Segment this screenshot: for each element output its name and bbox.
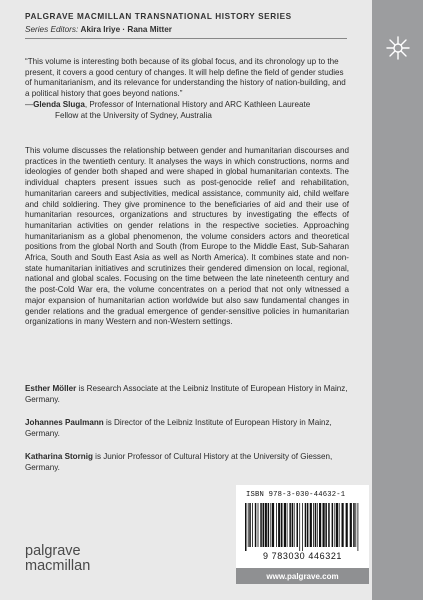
series-title: PALGRAVE MACMILLAN TRANSNATIONAL HISTORY SERIES: [25, 12, 292, 21]
barcode-bar: [278, 503, 280, 547]
barcode-bar: [289, 503, 291, 547]
barcode-bar: [350, 503, 352, 547]
barcode-bar: [305, 503, 307, 547]
side-bar: [372, 0, 423, 600]
barcode-bar: [310, 503, 312, 547]
barcode-bar: [292, 503, 294, 547]
barcode-bar: [315, 503, 317, 547]
isbn-label: ISBN 978-3-030-44632-1: [246, 491, 346, 499]
barcode-bar: [287, 503, 288, 547]
barcode-bar: [245, 503, 247, 551]
barcode-bar: [336, 503, 338, 547]
quote-dash: —: [25, 99, 34, 109]
editor-bio: [25, 452, 349, 474]
editor-bio: [25, 418, 349, 440]
barcode-bar: [284, 503, 286, 547]
endorsement-quote: [25, 57, 349, 121]
quote-affiliation-2: Fellow at the University of Sydney, Australia: [55, 110, 212, 120]
website-link[interactable]: www.palgrave.com: [266, 571, 339, 581]
editor-bio: [25, 384, 349, 406]
barcode-number: 9 783030 446321: [262, 551, 343, 561]
barcode-bar: [339, 503, 340, 547]
barcode-bars: [243, 503, 362, 551]
barcode-bar: [265, 503, 267, 547]
book-description: [25, 146, 349, 328]
barcode-bar: [319, 503, 321, 547]
website-bar[interactable]: [236, 568, 369, 584]
series-editors: [25, 25, 172, 34]
barcode-bar: [297, 503, 299, 547]
barcode-bar: [317, 503, 318, 547]
editor-name: Johannes Paulmann: [25, 418, 104, 427]
editor-bio-text: is Research Associate at the Leibniz Institute of European History in Mainz, Germany.: [25, 384, 348, 404]
palgrave-pivot-logo-icon: [385, 35, 411, 61]
series-editors-label: Series Editors:: [25, 25, 79, 34]
barcode-bar: [249, 503, 251, 547]
barcode-bar: [252, 503, 253, 547]
header-divider: [25, 38, 347, 39]
editor-name: Katharina Stornig: [25, 452, 93, 461]
barcode-bar: [334, 503, 335, 547]
barcode-bar: [325, 503, 327, 547]
publisher-logo: [25, 544, 90, 574]
barcode-bar: [328, 503, 330, 547]
quote-attribution: [25, 100, 349, 121]
editor-bio-text: is Junior Professor of Cultural History at the University of Giessen, Germany.: [25, 452, 333, 472]
barcode-bar: [358, 503, 359, 551]
publisher-name-line2: macmillan: [25, 558, 91, 574]
barcode-bar: [299, 503, 300, 551]
barcode-bar: [346, 503, 348, 547]
barcode-bar: [276, 503, 277, 547]
quote-text: “This volume is interesting both because of its global focus, and its chronology up to the present, it covers a good century of changes. It will help define the field of gender studies of humanitarianism, and its relevance for understanding the history of nation-building, and a political history that goes beyond nations.”: [25, 57, 346, 99]
barcode-bar: [323, 503, 325, 547]
barcode-bar: [263, 503, 265, 547]
barcode-bar: [268, 503, 270, 547]
barcode-bar: [313, 503, 314, 547]
barcode-bar: [270, 503, 271, 547]
publisher-name-line1: palgrave: [25, 543, 81, 559]
editor-name: Esther Möller: [25, 384, 77, 393]
barcode-bar: [355, 503, 356, 547]
editor-bio-text: is Director of the Leibniz Institute of European History in Mainz, Germany.: [25, 418, 332, 438]
barcode-bar: [272, 503, 274, 547]
description-text: This volume discusses the relationship between gender and humanitarian discourses and practices in the twentieth century. It analyses the ways in which constructions, norms and ideologies of gender both shaped and were shaped in global humanitarian contexts. The individual chapters present issues such as post-genocide relief and rehabilitation, humanitarian careers and subjectivities, medical assistance, community aid, child welfare and child soldiering. They give prominence to the beneficiaries of aid and their use of humanitarian resources, organizations and structures by investigating the effects of humanitarian activities on gender relations in the respective societies. Approaching humanitarianism as a global phenomenon, the volume considers actors and theoretical positions from the global North and South (from Europe to the Middle East, Sub-Saharan Africa, South and South East Asia as well as North America). It combines state and non-state humanitarian initiatives and scrutinizes their gendered dimension on local, regional, national and global scales. Focusing on the time between the late nineteenth century and the post-Cold War era, the volume concentrates on a period that not only witnessed a major expansion of humanitarian action worldwide but also saw fundamental changes in gender relations and the gradual emergence of gender-sensitive policies in humanitarian organizations in many Western and non-Western settings.: [25, 146, 349, 327]
barcode-bar: [281, 503, 283, 547]
quote-affiliation-1: , Professor of International History and ARC Kathleen Laureate: [84, 99, 311, 109]
barcode-bar: [294, 503, 295, 547]
barcode-bar: [307, 503, 309, 547]
series-logo: [372, 29, 423, 67]
quote-author: Glenda Sluga: [33, 99, 85, 109]
barcode-bar: [258, 503, 259, 547]
barcode-bar: [332, 503, 334, 547]
barcode-bar: [342, 503, 344, 547]
barcode-bar: [302, 503, 303, 551]
barcode-bar: [260, 503, 262, 547]
barcode-bar: [255, 503, 256, 547]
isbn-barcode: [236, 485, 369, 569]
series-editors-names: Akira Iriye · Rana Mitter: [80, 25, 172, 34]
barcode-bar: [248, 503, 249, 547]
barcode-bar: [353, 503, 355, 547]
